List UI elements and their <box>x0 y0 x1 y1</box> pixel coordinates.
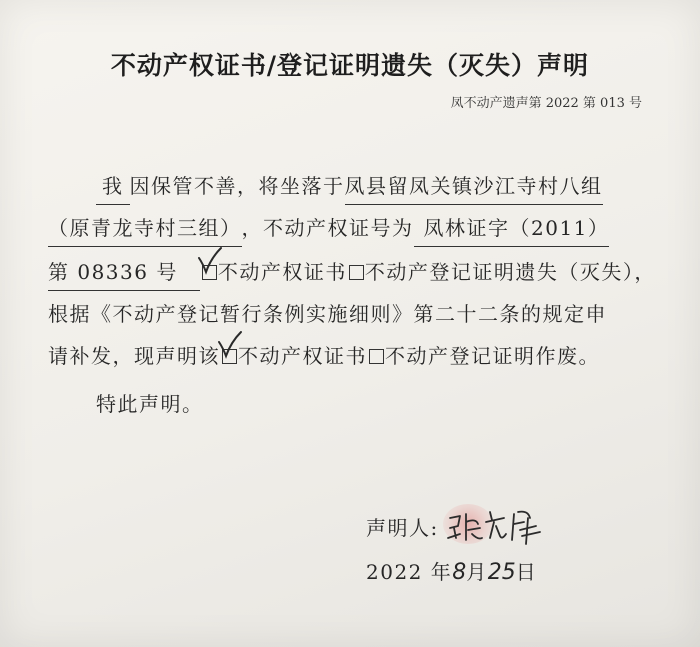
body-text-6: 作废。 <box>535 344 600 368</box>
option-registration-proof-label: 不动产登记证明 <box>364 260 516 284</box>
body-line-5 <box>48 336 668 376</box>
body-line-4 <box>48 294 668 334</box>
body-text-2: ，不动产权证号为 <box>241 216 414 240</box>
body-text-3: 遗失（灭失）， <box>515 260 656 284</box>
void-option-registration-proof-label: 不动产登记证明 <box>385 344 536 368</box>
cert-number-field-part1: 凤林证字（2011） <box>414 210 610 247</box>
option-certificate-label: 不动产权证书 <box>217 260 347 284</box>
checkbox-registration-proof <box>349 265 364 280</box>
closing-text: 特此声明。 <box>96 392 204 416</box>
date-day-char: 日 <box>515 560 538 584</box>
location-field-part2: （原青龙寺村三组） <box>48 210 242 247</box>
date-day-handwritten: 25 <box>487 560 516 585</box>
body-text-5: 请补发，现声明该 <box>48 344 220 368</box>
checkmark-icon <box>197 246 223 276</box>
body-line-3 <box>48 252 668 292</box>
location-field-part1: 凤县留凤关镇沙江寺村八组 <box>345 168 603 205</box>
date-year: 2022 <box>366 560 423 584</box>
handwritten-signature <box>444 504 554 548</box>
checkbox-void-certificate-checked <box>222 349 237 364</box>
body-text-1: 因保管不善，将坐落于 <box>129 174 345 198</box>
body-line-2 <box>48 208 668 248</box>
signer-label: 声明人: <box>366 516 439 540</box>
cert-number-field-part2: 第 08336 号 <box>48 254 200 291</box>
void-option-certificate-label: 不动产权证书 <box>238 344 367 368</box>
checkbox-certificate-checked <box>202 265 217 280</box>
date-line <box>366 556 537 585</box>
document-title: 不动产权证书/登记证明遗失（灭失）声明 <box>110 51 590 80</box>
declarant-field: 我 <box>96 168 130 205</box>
closing-line <box>96 384 700 424</box>
body-line-1 <box>96 166 700 206</box>
document-number: 凤不动产遗声第 2022 第 013 号 <box>450 96 642 111</box>
date-month-handwritten: 8 <box>452 560 467 585</box>
body-text-4: 根据《不动产登记暂行条例实施细则》第二十二条的规定申 <box>48 302 607 326</box>
date-month-char: 月 <box>466 560 488 584</box>
date-year-char: 年 <box>430 560 453 584</box>
checkbox-void-registration-proof <box>369 349 384 364</box>
checkmark-icon <box>217 330 243 360</box>
